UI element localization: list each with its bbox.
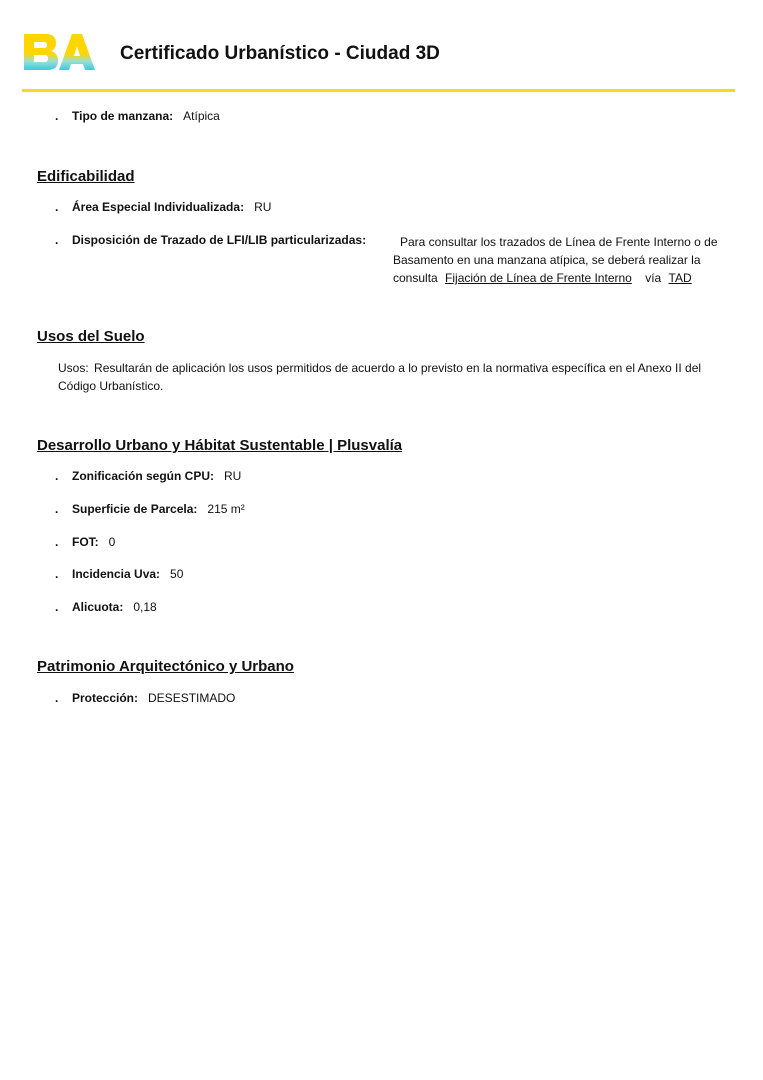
list-item-incidencia <box>55 567 183 581</box>
section-heading-desarrollo: Desarrollo Urbano y Hábitat Sustentable | Plusvalía <box>37 437 403 454</box>
list-item-area-especial <box>55 200 271 214</box>
list-item-zonificacion <box>55 469 241 483</box>
page-title: Certificado Urbanístico - Ciudad 3D <box>120 43 440 64</box>
ba-logo <box>22 32 96 72</box>
item-value: DESESTIMADO <box>148 691 236 705</box>
header-divider <box>22 89 735 92</box>
item-label: Incidencia Uva: <box>72 567 161 581</box>
item-label: Protección: <box>72 691 139 705</box>
bullet: . <box>55 502 59 516</box>
item-value: 0 <box>108 535 116 549</box>
disposicion-text <box>393 233 730 287</box>
list-item-alicuota <box>55 600 157 614</box>
bullet: . <box>55 600 59 614</box>
list-item-fot <box>55 535 115 549</box>
fijacion-link[interactable]: Fijación de Línea de Frente Interno <box>445 271 632 285</box>
list-item-proteccion <box>55 691 235 705</box>
bullet: . <box>55 469 59 483</box>
section-heading-usos: Usos del Suelo <box>37 328 145 345</box>
via-text: vía <box>645 271 662 285</box>
disposicion-description: Para consultar los trazados de Línea de Frente Interno o de Basamento en una manzana atípica, se deberá realizar la consulta <box>393 235 718 285</box>
item-label: Alicuota: <box>72 600 124 614</box>
item-label: Disposición de Trazado de LFI/LIB particularizadas: <box>72 233 367 247</box>
usos-paragraph <box>58 359 728 395</box>
bullet: . <box>55 233 59 247</box>
item-label: Tipo de manzana: <box>72 109 174 123</box>
bullet: . <box>55 200 59 214</box>
item-label: Área Especial Individualizada: <box>72 200 245 214</box>
usos-text: Resultarán de aplicación los usos permitidos de acuerdo a lo previsto en la normativa específica en el Anexo II del Código Urbanístico. <box>58 361 702 393</box>
list-item-superficie <box>55 502 245 516</box>
item-label: FOT: <box>72 535 99 549</box>
item-value: 50 <box>170 567 184 581</box>
section-heading-edificabilidad: Edificabilidad <box>37 168 135 185</box>
bullet: . <box>55 567 59 581</box>
item-label: Superficie de Parcela: <box>72 502 198 516</box>
item-value: RU <box>254 200 272 214</box>
bullet: . <box>55 535 59 549</box>
bullet: . <box>55 691 59 705</box>
item-value: Atípica <box>183 109 220 123</box>
item-value: 0,18 <box>133 600 157 614</box>
bullet: . <box>55 109 59 123</box>
tad-link[interactable]: TAD <box>668 271 692 285</box>
list-item-disposicion <box>55 233 366 247</box>
usos-label: Usos: <box>58 361 89 375</box>
list-item-tipo-manzana <box>55 109 220 123</box>
section-heading-patrimonio: Patrimonio Arquitectónico y Urbano <box>37 658 294 675</box>
item-value: RU <box>224 469 242 483</box>
item-label: Zonificación según CPU: <box>72 469 215 483</box>
item-value: 215 m² <box>207 502 245 516</box>
